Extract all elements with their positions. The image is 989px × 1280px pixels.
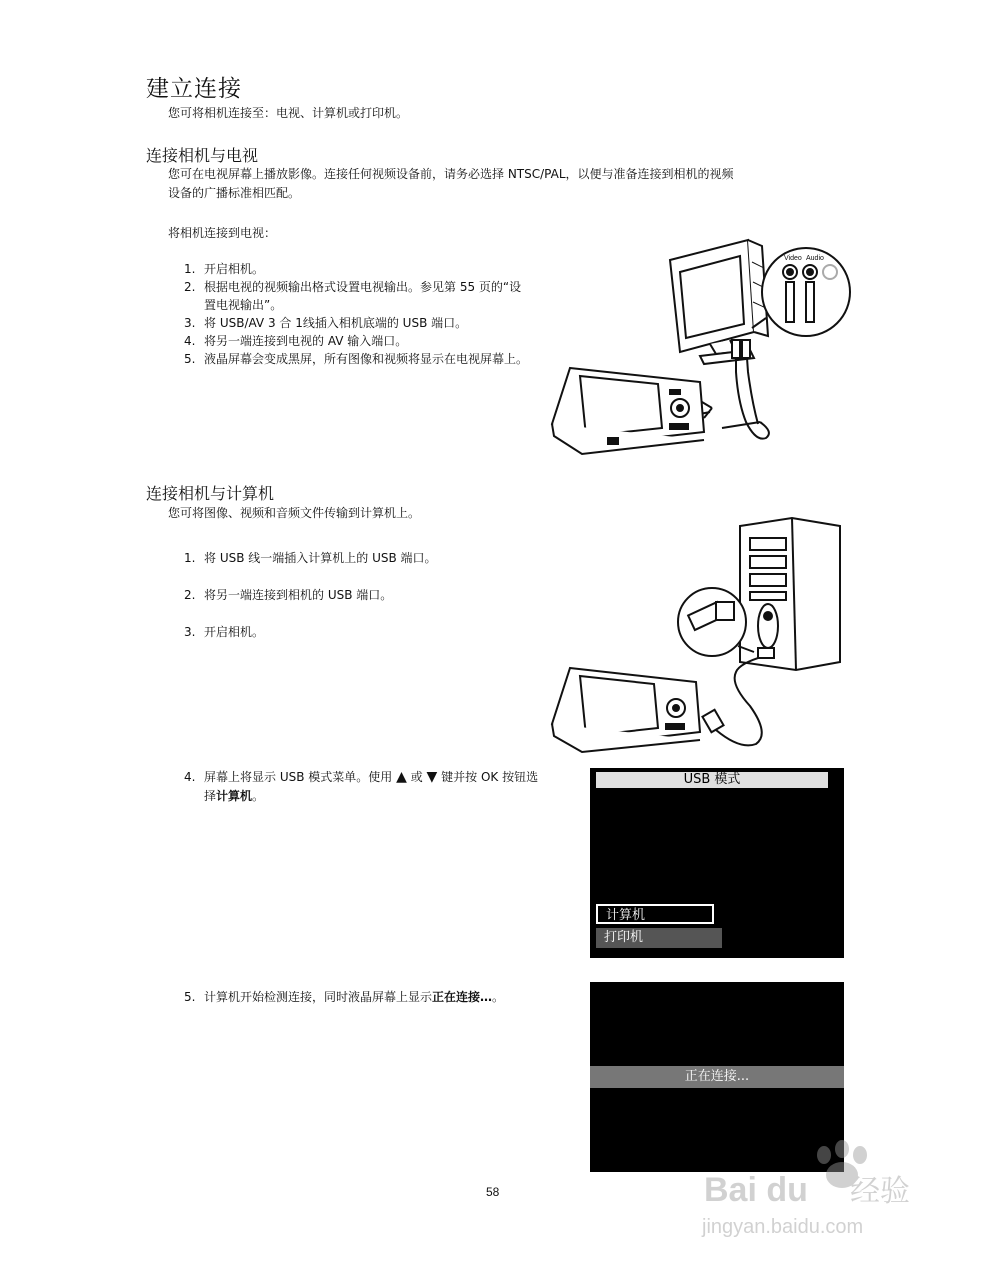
menu-item-computer[interactable]: 计算机 [596, 904, 714, 924]
pc-lead-text: 您可将图像、视频和音频文件传输到计算机上。 [168, 506, 421, 520]
audio-port-label: Audio [806, 255, 824, 262]
page-number: 58 [486, 1185, 500, 1199]
down-arrow-icon: ▼ [426, 769, 438, 785]
up-arrow-icon: ▲ [396, 769, 407, 785]
usb-mode-title: USB 模式 [596, 772, 828, 788]
pc-step-4: 4. 屏幕上将显示 USB 模式菜单。使用 ▲ 或 ▼ 键并按 OK 按钮选择计算机。 [184, 769, 539, 803]
list-item: 1. 将 USB 线一端插入计算机上的 USB 端口。 [184, 551, 437, 565]
list-item: 2. 将另一端连接到相机的 USB 端口。 [184, 588, 393, 602]
list-item: 1. 开启相机。 [184, 262, 265, 276]
svg-text:经验: 经验 [850, 1175, 910, 1208]
svg-text:Bai du: Bai du [704, 1171, 808, 1209]
list-item: 5. 液晶屏幕会变成黑屏，所有图像和视频将显示在电视屏幕上。 [184, 352, 529, 366]
tv-monitor-icon [670, 240, 768, 364]
list-item: 2. 根据电视的视频输出格式设置电视输出。参见第 55 页的“设置电视输出”。 [184, 280, 522, 312]
tv-lead-text: 将相机连接到电视： [168, 226, 277, 240]
list-item: 3. 开启相机。 [184, 625, 265, 639]
pc-section-heading: 连接相机与计算机 [146, 484, 275, 503]
svg-text:jingyan.baidu.com: jingyan.baidu.com [702, 1216, 864, 1238]
list-item: 3. 将 USB/AV 3 合 1线插入相机底端的 USB 端口。 [184, 316, 468, 330]
connecting-status: 正在连接... [590, 1066, 844, 1088]
camera-pc-connection-illustration [540, 512, 860, 762]
digital-camera-icon [552, 368, 704, 454]
tv-section-paragraph: 您可在电视屏幕上播放影像。连接任何视频设备前，请务必选择 NTSC/PAL，以便与准备连接到相机的视频 设备的广播标准相匹配。 [168, 167, 734, 200]
digital-camera-icon [552, 668, 700, 752]
menu-item-printer[interactable]: 打印机 [596, 928, 722, 948]
tv-section-heading: 连接相机与电视 [146, 146, 259, 165]
baidu-jingyan-watermark [700, 1135, 940, 1245]
intro-text: 您可将相机连接至：电视、计算机或打印机。 [168, 106, 409, 120]
camera-tv-connection-illustration [540, 232, 860, 462]
video-port-label: Video [784, 255, 802, 262]
pc-steps-list [184, 540, 544, 651]
usb-mode-screen [590, 768, 844, 958]
list-item: 4. 将另一端连接到电视的 AV 输入端口。 [184, 334, 408, 348]
pc-step-5: 5. 计算机开始检测连接，同时液晶屏幕上显示正在连接…。 [184, 990, 505, 1004]
tv-steps-list [184, 260, 530, 368]
pc-tower-icon [740, 518, 840, 670]
page-title: 建立连接 [146, 76, 242, 102]
